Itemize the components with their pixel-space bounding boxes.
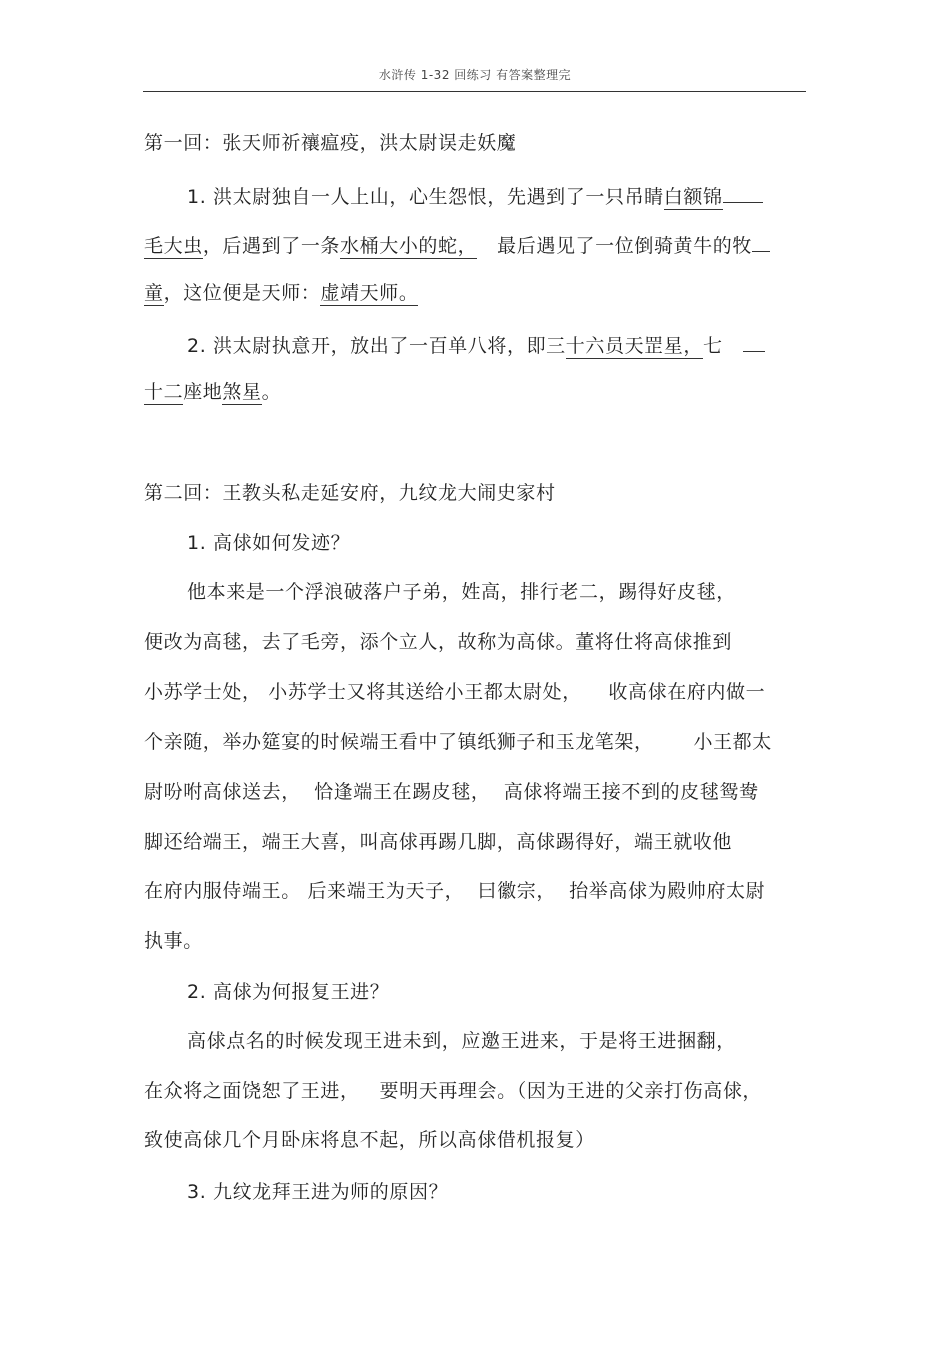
ch2-a1-line: 个亲随，举办筵宴的时候端王看中了镇纸狮子和玉龙笔架， 小王都太 (144, 731, 772, 753)
ch2-q3: 3. 九纹龙拜王进为师的原因？ (187, 1181, 449, 1203)
ch2-a2-line: 高俅点名的时候发现王进未到，应邀王进来，于是将王进捆翻， (187, 1030, 736, 1052)
ch1-q2-line-1: 2. 洪太尉执意开，放出了一百单八将，即三十六员天罡星，七 (187, 331, 765, 358)
ch2-a1-line: 在府内服侍端王。 后来端王为天子， 曰徽宗， 抬举高俅为殿帅府太尉 (144, 880, 766, 902)
chapter-1-title: 第一回：张天师祈禳瘟疫，洪太尉误走妖魔 (144, 132, 517, 154)
ch2-q1: 1. 高俅如何发迹？ (187, 532, 351, 554)
ch2-a1-line: 执事。 (144, 930, 203, 952)
page-header: 水浒传 1-32 回练习 有答案整理完 (378, 68, 572, 82)
header-rule (143, 91, 806, 92)
ch1-q2-line-2: 十二座地煞星。 (144, 381, 282, 403)
ch1-q1-line-1: 1. 洪太尉独自一人上山，心生怨恨，先遇到了一只吊睛白额锦 (187, 182, 763, 209)
ch2-a1-line: 小苏学士处， 小苏学士又将其送给小王都太尉处， 收高俅在府内做一 (144, 681, 766, 703)
ch1-q1-line-2: 毛大虫，后遇到了一条水桶大小的蛇， 最后遇见了一位倒骑黄牛的牧 (144, 231, 770, 258)
ch2-q2: 2. 高俅为何报复王进？ (187, 981, 390, 1003)
ch2-a2-line: 致使高俅几个月卧床将息不起，所以高俅借机报复） (144, 1129, 595, 1151)
chapter-2-title: 第二回：王教头私走延安府，九纹龙大闹史家村 (144, 482, 556, 504)
ch2-a1-line: 他本来是一个浮浪破落户子弟，姓高，排行老二，踢得好皮毬， (187, 581, 736, 603)
ch2-a2-line: 在众将之面饶恕了王进， 要明天再理会。（因为王进的父亲打伤高俅， (144, 1080, 763, 1102)
ch2-a1-line: 脚还给端王，端王大喜，叫高俅再踢几脚，高俅踢得好，端王就收他 (144, 831, 733, 853)
ch2-a1-line: 尉吩咐高俅送去， 恰逢端王在踢皮毬， 高俅将端王接不到的皮毬鸳鸯 (144, 781, 759, 803)
ch2-a1-line: 便改为高毬，去了毛旁，添个立人，故称为高俅。董将仕将高俅推到 (144, 631, 733, 653)
ch1-q1-line-3: 童，这位便是天师：虚靖天师。 (144, 282, 419, 304)
